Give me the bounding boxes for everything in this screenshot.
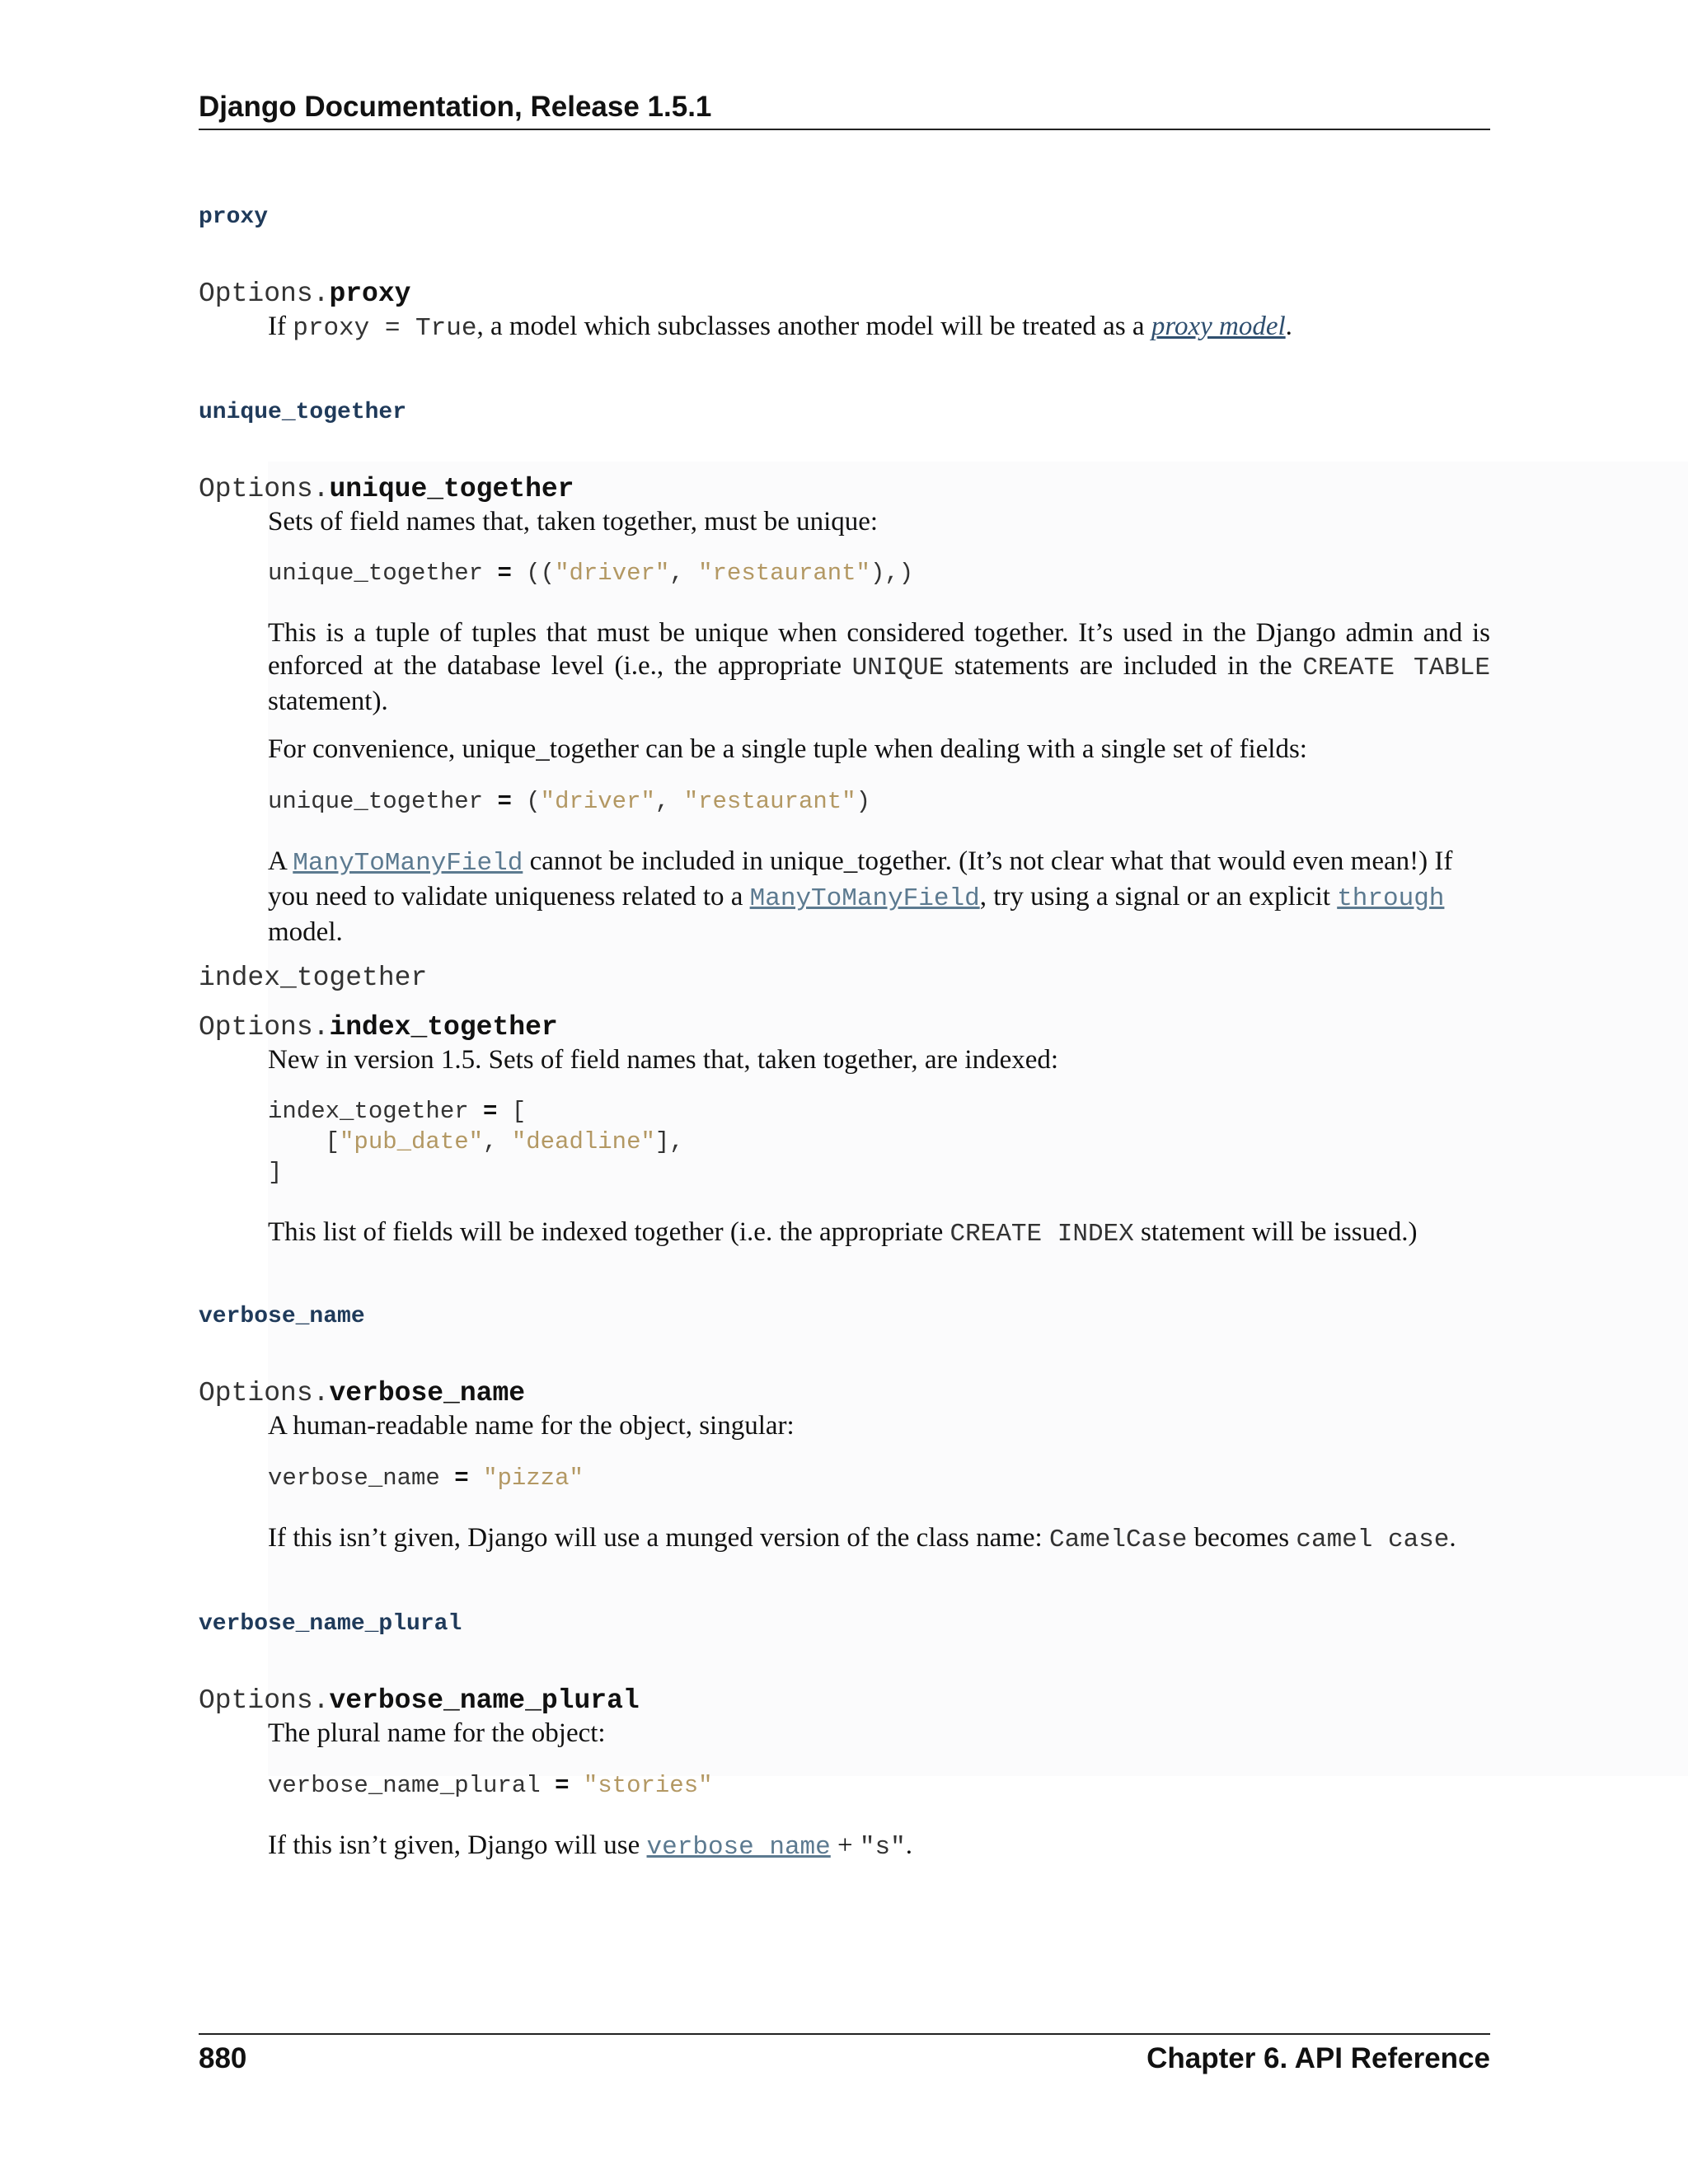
manytomanyfield-link[interactable]: ManyToManyField xyxy=(293,849,523,878)
text: This list of fields will be indexed together (i.e. the appropriate xyxy=(268,1217,950,1247)
manytomanyfield-link[interactable]: ManyToManyField xyxy=(749,884,980,913)
verbose-name-link[interactable]: verbose_name xyxy=(646,1833,831,1862)
sig-name: index_together xyxy=(329,1012,558,1043)
code-block-index-together xyxy=(268,1096,1490,1188)
text: If xyxy=(268,312,293,341)
proxy-model-link[interactable]: proxy model xyxy=(1151,312,1286,341)
code-string: "restaurant" xyxy=(698,560,870,587)
inline-code: CamelCase xyxy=(1048,1526,1188,1554)
section-title-unique-together: unique_together xyxy=(199,400,407,425)
inline-code: camel case xyxy=(1296,1526,1450,1554)
verbose-name-paragraph xyxy=(268,1521,1490,1557)
code-token: unique_together xyxy=(268,560,484,587)
section-title-proxy: proxy xyxy=(199,204,269,230)
code-operator: = xyxy=(483,1098,498,1125)
verbose-name-plural-paragraph xyxy=(268,1829,1490,1864)
code-token: index_together xyxy=(268,1098,469,1125)
inline-code: CREATE TABLE xyxy=(1302,654,1490,682)
inline-code: "s" xyxy=(859,1833,906,1862)
sig-prefix: Options. xyxy=(199,474,330,504)
text: statements are included in the xyxy=(944,651,1303,681)
unique-together-paragraph-2: For convenience, unique_together can be a single tuple when dealing with a single set of fields: xyxy=(268,734,1307,764)
text: . xyxy=(1285,312,1292,341)
code-operator: = xyxy=(555,1772,570,1799)
text: statement will be issued.) xyxy=(1133,1217,1418,1247)
code-token: , xyxy=(483,1128,512,1155)
signature-index-together xyxy=(199,1012,558,1043)
header-title: Django Documentation, Release 1.5.1 xyxy=(199,91,712,123)
index-together-description: New in version 1.5. Sets of field names that, taken together, are indexed: xyxy=(268,1045,1059,1075)
section-title-verbose-name-plural: verbose_name_plural xyxy=(199,1611,462,1637)
signature-verbose-name xyxy=(199,1378,525,1408)
code-string: "stories" xyxy=(583,1772,713,1799)
code-token: [ xyxy=(268,1128,340,1155)
section-title-verbose-name: verbose_name xyxy=(199,1304,365,1329)
text: . xyxy=(905,1830,912,1860)
code-string: "pub_date" xyxy=(340,1128,484,1155)
code-string: "driver" xyxy=(555,560,670,587)
code-token: ], xyxy=(654,1128,684,1155)
code-block-verbose-name xyxy=(268,1463,1490,1493)
sig-prefix: Options. xyxy=(199,1378,330,1408)
code-token: (( xyxy=(511,560,556,587)
text: cannot be included in unique_together. (It’s not clear what that would even mean!) If you need to validate uniqueness related to a xyxy=(268,846,1453,912)
text: , a model which subclasses another model will be treated as a xyxy=(476,312,1151,341)
code-operator: = xyxy=(497,560,512,587)
text: This is a tuple of tuples that must be unique when considered together. It’s used in the Django admin and is enforced at the database level (i.e., the appropriate xyxy=(268,618,1490,681)
footer-rule xyxy=(199,2033,1490,2035)
chapter-title: Chapter 6. API Reference xyxy=(1146,2042,1490,2074)
code-operator: = xyxy=(454,1465,469,1492)
inline-code: CREATE INDEX xyxy=(950,1220,1134,1249)
code-string: "driver" xyxy=(540,788,655,815)
text: If this isn’t given, Django will use a munged version of the class name: xyxy=(268,1523,1049,1553)
text: . xyxy=(1449,1523,1456,1553)
code-block-unique-together-2 xyxy=(268,786,1490,817)
text: model. xyxy=(268,917,343,947)
text: A xyxy=(268,846,293,876)
code-string: "deadline" xyxy=(511,1128,655,1155)
code-string: "pizza" xyxy=(483,1465,584,1492)
code-token: verbose_name_plural xyxy=(268,1772,541,1799)
unique-together-description: Sets of field names that, taken together, must be unique: xyxy=(268,507,879,537)
code-token: [ xyxy=(497,1098,527,1125)
code-token: ) xyxy=(856,788,870,815)
section-title-index-together: index_together xyxy=(199,963,428,993)
verbose-name-plural-description: The plural name for the object: xyxy=(268,1718,606,1748)
code-token: , xyxy=(669,560,699,587)
text: becomes xyxy=(1187,1523,1296,1553)
proxy-description xyxy=(268,310,1490,345)
sig-name: unique_together xyxy=(329,474,574,504)
code-block-unique-together-1 xyxy=(268,558,1490,588)
unique-together-paragraph-3 xyxy=(268,845,1490,949)
sig-name: proxy xyxy=(329,279,411,309)
sig-name: verbose_name xyxy=(329,1378,526,1408)
sig-prefix: Options. xyxy=(199,1685,330,1716)
inline-code: proxy = True xyxy=(293,314,477,343)
sig-prefix: Options. xyxy=(199,279,330,309)
text: + xyxy=(830,1830,860,1860)
code-token: unique_together xyxy=(268,788,484,815)
page-number: 880 xyxy=(199,2042,247,2074)
page-header xyxy=(199,91,1490,130)
through-link[interactable]: through xyxy=(1337,884,1445,913)
verbose-name-description: A human-readable name for the object, singular: xyxy=(268,1411,795,1441)
code-operator: = xyxy=(497,788,512,815)
code-token: ( xyxy=(511,788,541,815)
sig-name: verbose_name_plural xyxy=(329,1685,640,1716)
unique-together-paragraph-1 xyxy=(268,616,1490,718)
index-together-paragraph xyxy=(268,1216,1490,1251)
code-token: , xyxy=(654,788,684,815)
signature-unique-together xyxy=(199,474,574,504)
code-token: ),) xyxy=(870,560,914,587)
text: statement). xyxy=(268,687,388,716)
code-token: ] xyxy=(268,1159,283,1186)
signature-proxy xyxy=(199,279,410,309)
text: , try using a signal or an explicit xyxy=(979,882,1338,912)
signature-verbose-name-plural xyxy=(199,1685,640,1716)
code-block-verbose-name-plural xyxy=(268,1770,1490,1801)
sig-prefix: Options. xyxy=(199,1012,330,1043)
text: If this isn’t given, Django will use xyxy=(268,1830,647,1860)
code-string: "restaurant" xyxy=(683,788,856,815)
code-token: verbose_name xyxy=(268,1465,440,1492)
inline-code: UNIQUE xyxy=(851,654,945,682)
